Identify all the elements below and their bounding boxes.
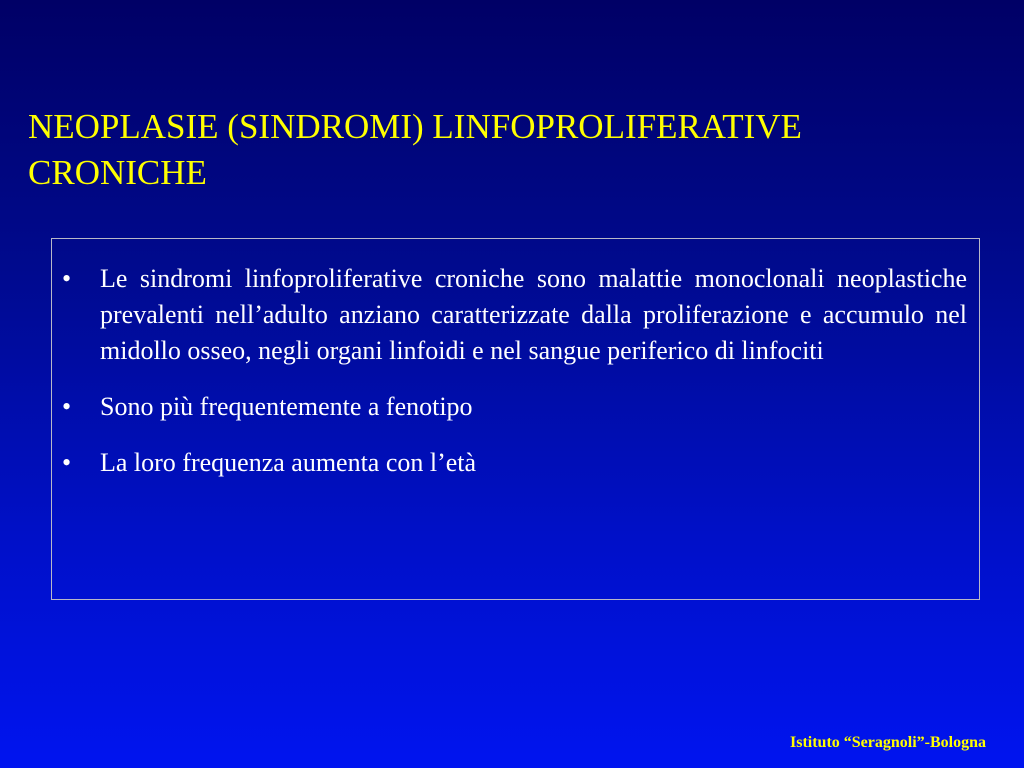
bullet-item-1 xyxy=(62,261,967,369)
bullet-point-icon: • xyxy=(62,264,72,293)
bullet-text: La loro frequenza aumenta con l’età xyxy=(100,448,477,477)
bullet-text: Sono più frequentemente a fenotipo xyxy=(100,392,473,421)
footer-credit: Istituto “Seragnoli”-Bologna xyxy=(789,734,986,751)
bullet-item-3 xyxy=(62,445,967,481)
bullet-list xyxy=(52,239,979,481)
content-box xyxy=(51,238,980,600)
bullet-point-icon: • xyxy=(62,392,72,421)
bullet-point-icon: • xyxy=(62,448,72,477)
bullet-text: Le sindromi linfoproliferative croniche sono malattie monoclonali neoplastiche prevalenti nell’adulto anziano caratterizzate dalla proliferazione e accumulo nel midollo osseo, negli organi linfoidi e nel sangue periferico di linfociti xyxy=(100,264,967,365)
slide-title: NEOPLASIE (SINDROMI) LINFOPROLIFERATIVE CRONICHE xyxy=(28,107,802,192)
bullet-item-2 xyxy=(62,389,967,425)
